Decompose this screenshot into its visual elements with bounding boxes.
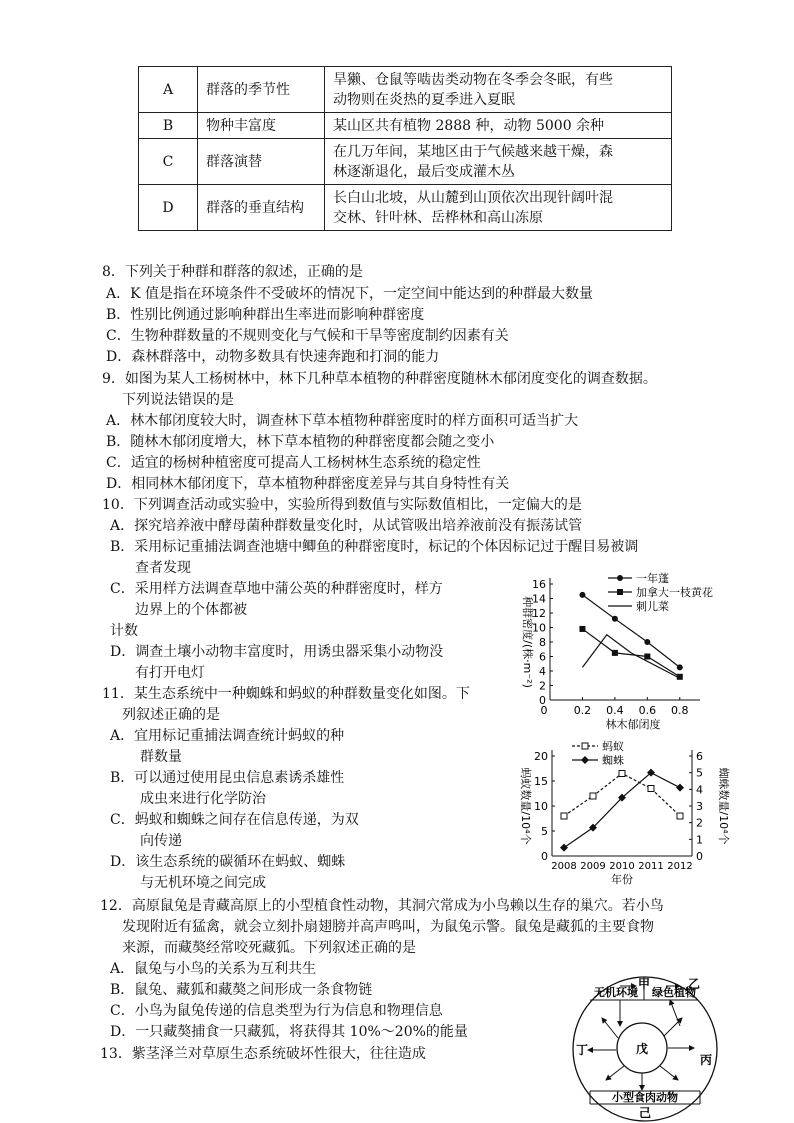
q9-option-c: C．适宜的杨树种植密度可提高人工杨树林生态系统的稳定性 [106,455,481,471]
y-tick-label: 6 [539,650,546,664]
q8-stem: 8．下列关于种群和群落的叙述，正确的是 [102,264,363,280]
q7-row [139,113,672,139]
label-xiaoxing: 小型食肉动物 [612,1091,678,1104]
q7-concept: 物种丰富度 [198,113,325,139]
q8-option-a: A．K 值是指在环境条件不受破坏的情况下，一定空间中能达到的种群最大数量 [106,286,594,302]
legend-label: 蚂蚁 [602,740,624,753]
y-tick-label: 12 [532,607,546,620]
y-tick-left-label: 10 [534,800,548,813]
q10-option-c-3: 计数 [110,623,138,639]
q8-option-b: B．性别比例通过影响种群出生率进而影响种群密度 [106,307,425,323]
q7-concept: 群落演替 [198,139,325,185]
q7-concept: 群落的季节性 [198,67,325,113]
x-tick-label: 2008 [551,861,577,872]
q11-stem-2: 列叙述正确的是 [122,707,220,723]
label-jia: 甲 [637,977,651,991]
q10-option-d-1: D．调查土壤小动物丰富度时，用诱虫器采集小动物没 [110,644,444,660]
legend-marker [617,589,623,595]
q7-table [138,66,672,231]
density-chart [510,570,740,730]
point [579,626,585,632]
q11-option-c-1: C．蚂蚁和蜘蛛之间存在信息传递，为双 [110,812,359,828]
label-wu: 戊 [635,1042,649,1056]
arrow-5 [606,1066,624,1080]
point [560,844,568,852]
q9-stem-1: 9．如图为某人工杨树林中，林下几种草本植物的种群密度随林木郁闭度变化的调查数据。 [102,371,657,387]
y-tick-right-label: 6 [696,750,703,763]
q7-example-line: 某山区共有植物 2888 种，动物 5000 余种 [333,117,605,134]
q11-option-b-1: B．可以通过使用昆虫信息素诱杀雄性 [110,770,345,786]
legend-marker [617,575,623,581]
y-axis-right-label: 蜘蛛数量/10⁴个 [717,767,730,845]
q10-option-a: A．探究培养液中酵母菌种群数量变化时，从试管吸出培养液前没有振荡试管 [110,518,583,534]
x-tick-label: 0.4 [606,704,624,717]
q11-option-a-2: 群数量 [140,749,182,765]
q11-option-a-1: A．宜用标记重捕法调查统计蚂蚁的种 [110,728,345,744]
q7-example-line: 林逐渐退化，最后变成灌木丛 [333,163,515,180]
x-tick-label: 0.8 [671,704,689,717]
q12-stem-2: 发现附近有猛禽，就会立刻扑扇翅膀并高声鸣叫，为鼠兔示警。鼠兔是藏狐的主要食物 [122,919,654,935]
label-yi: 乙 [687,977,701,991]
ant-spider-chart [512,738,730,886]
q11-option-c-2: 向传递 [140,833,182,849]
y-tick-right-label: 1 [696,833,703,847]
q10-option-c-1: C．采用样方法调查草地中蒲公英的种群密度时，样方 [110,581,443,597]
x-tick-label: 2010 [609,861,635,872]
q7-option: B [139,113,198,139]
q10-option-d-2: 有打开电灯 [135,665,205,681]
x-tick-label: 2009 [580,861,606,872]
q11-stem-1: 11．某生态系统中一种蜘蛛和蚂蚁的种群数量变化如图。下 [102,686,470,702]
point [590,793,596,799]
point [677,664,683,670]
q7-row [139,67,672,113]
legend-marker [582,743,588,749]
q7-example-line: 旱獭、仓鼠等啮齿类动物在冬季会冬眠，有些 [333,71,613,88]
label-bing: 丙 [699,1053,713,1067]
q10-option-b-2: 查者发现 [135,560,191,576]
arrow-7 [660,1066,678,1080]
q7-row [139,185,672,231]
y-tick-left-label: 5 [541,825,548,838]
cycle-diagram [560,966,730,1123]
q9-option-a: A．林木郁闭度较大时，调查林下草本植物种群密度时的样方面积可适当扩大 [106,413,579,429]
legend-label: 加拿大一枝黄花 [636,586,713,599]
y-tick-label: 10 [532,621,546,635]
point [648,786,654,792]
q8-option-c: C．生物种群数量的不规则变化与气候和干旱等密度制约因素有关 [106,328,509,344]
x-tick-label: 0.2 [573,704,592,717]
y-axis-label: 种群密度/(株·m⁻²) [521,596,534,688]
y-tick-right-label: 4 [696,783,703,797]
y-tick-label: 8 [539,636,546,649]
label-wuji: 无机环境 [594,986,638,999]
label-ji: 己 [638,1106,652,1120]
legend-label: 刺儿菜 [636,600,669,613]
q7-example [325,113,672,139]
y-tick-label: 2 [539,679,546,693]
q10-option-c-2: 边界上的个体都被 [135,602,247,618]
arrow-9 [670,1000,680,1026]
y-tick-left-label: 20 [534,750,548,763]
q11-option-d-1: D．该生态系统的碳循环在蚂蚁、蜘蛛 [110,854,346,870]
point [644,654,650,660]
q7-example-line: 在几万年间，某地区由于气候越来越干燥，森 [333,143,613,160]
y-tick-label: 4 [539,665,546,678]
x-axis-label: 林木郁闭度 [605,718,661,731]
point [677,813,683,819]
point [676,784,684,792]
x-axis-label: 年份 [611,873,633,886]
q7-option: A [139,67,198,113]
q9-stem-2: 下列说法错误的是 [122,392,234,408]
x-tick-label: 2012 [667,861,693,872]
legend-label: 一年蓬 [636,572,669,585]
y-tick-label: 14 [532,592,546,606]
point [579,592,585,598]
q8-option-d: D．森林群落中，动物多数具有快速奔跑和打洞的能力 [106,349,440,365]
q7-example-line: 长白山北坡，从山麓到山顶依次出现针阔叶混 [333,189,613,206]
y-tick-right-label: 0 [696,850,703,863]
origin-label: 0 [540,704,548,717]
y-tick-right-label: 3 [696,800,703,813]
q12-stem-1: 12．高原鼠兔是青藏高原上的小型植食性动物，其洞穴常成为小鸟赖以生存的巢穴。若小鸟 [100,898,664,914]
q10-option-b-1: B．采用标记重捕法调查池塘中鲫鱼的种群密度时，标记的个体因标记过于醒目易被调 [110,539,639,555]
q7-example [325,185,672,231]
q13-stem: 13．紫茎泽兰对草原生态系统破坏性很大，往往造成 [100,1046,426,1062]
y-tick-left-label: 0 [541,850,548,863]
arrow-1 [602,1018,618,1038]
y-tick-left-label: 15 [534,775,548,788]
q9-option-b: B．随林木郁闭度增大，林下草本植物的种群密度都会随之变小 [106,434,495,450]
legend-label: 蜘蛛 [602,754,624,767]
q7-concept: 群落的垂直结构 [198,185,325,231]
q11-option-b-2: 成虫来进行化学防治 [140,791,266,807]
q7-option: C [139,139,198,185]
point [644,639,650,645]
q7-example [325,139,672,185]
q7-example-line: 交林、针叶林、岳桦林和高山冻原 [333,209,543,226]
x-tick-label: 2011 [638,861,664,872]
point [612,650,618,656]
q12-option-c: C．小鸟为鼠兔传递的信息类型为行为信息和物理信息 [110,1003,443,1019]
q11-option-d-2: 与无机环境之间完成 [140,875,266,891]
point [612,616,618,622]
q7-row [139,139,672,185]
label-lvse: 绿色植物 [652,986,696,999]
q12-option-b: B．鼠兔、藏狐和藏獒之间形成一条食物链 [110,982,373,998]
q7-option: D [139,185,198,231]
y-tick-right-label: 2 [696,816,703,830]
q7-example-line: 动物则在炎热的夏季进入夏眠 [333,91,515,108]
arrow-2 [664,1018,682,1036]
x-tick-label: 0.6 [638,704,657,717]
q12-option-a: A．鼠兔与小鸟的关系为互利共生 [110,961,317,977]
y-tick-label: 0 [539,694,546,707]
y-tick-right-label: 5 [696,766,703,780]
point [561,813,567,819]
series-line-1 [564,773,680,848]
y-tick-label: 16 [532,578,546,591]
q7-example [325,67,672,113]
q10-stem: 10．下列调查活动或实验中，实验所得到数值与实际数值相比，一定偏大的是 [102,497,582,513]
legend-marker [581,756,589,764]
q9-option-d: D．相同林木郁闭度下，草本植物种群密度差异与其自身特性有关 [106,476,510,492]
q12-option-d: D．一只藏獒捕食一只藏狐，将获得其 10%～20%的能量 [110,1024,468,1040]
q12-stem-3: 来源，而藏獒经常咬死藏狐。下列叙述正确的是 [122,940,416,956]
y-axis-left-label: 蚂蚁数量/10⁴个 [519,767,532,845]
point [619,771,625,777]
label-ding: 丁 [575,1043,589,1057]
